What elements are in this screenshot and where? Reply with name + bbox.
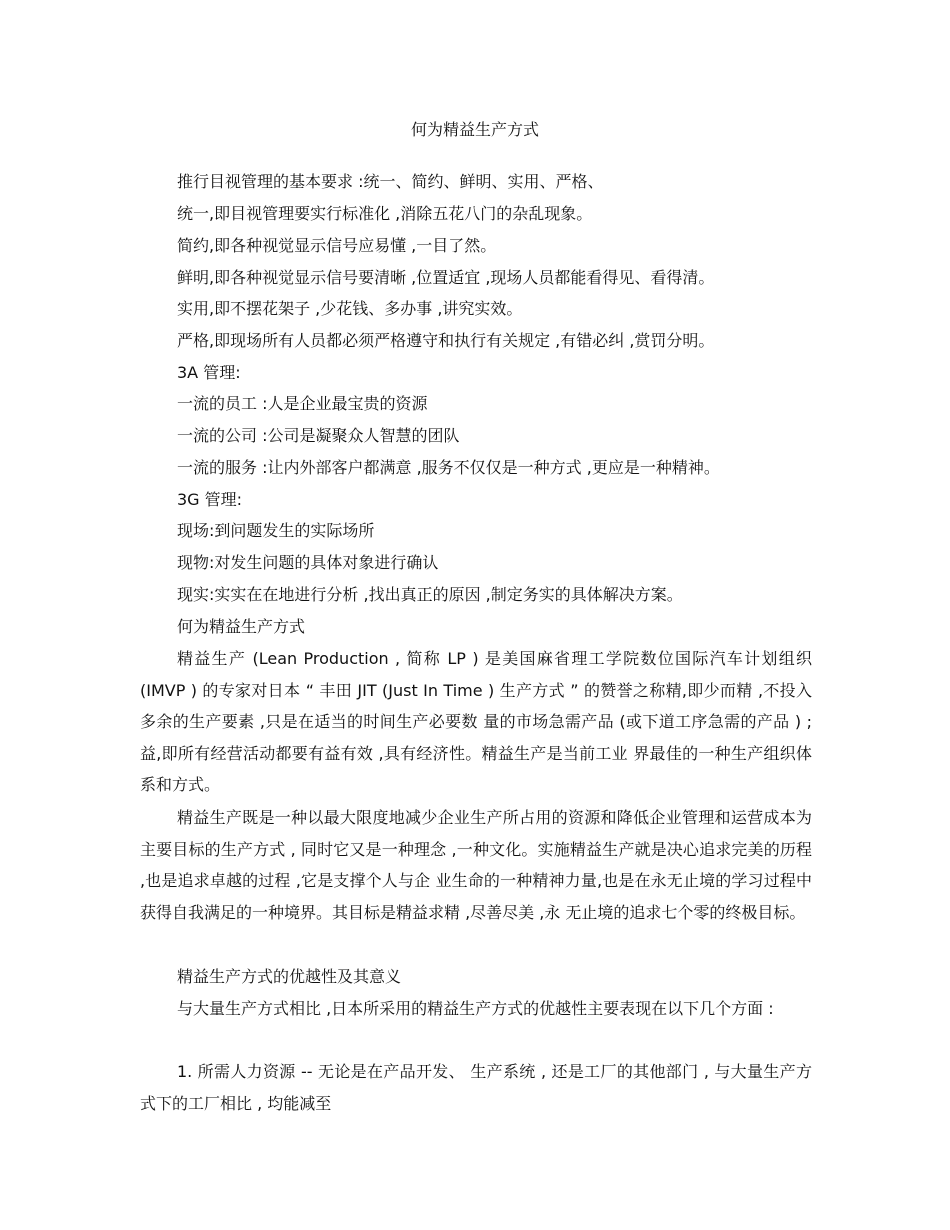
paragraph-advantages-intro: 与大量生产方式相比 ,日本所采用的精益生产方式的优越性主要表现在以下几个方面 : — [177, 999, 774, 1018]
text-line: 鲜明,即各种视觉显示信号要清晰 ,位置适宜 ,现场人员都能看得见、看得清。 — [177, 268, 715, 287]
text-line: 现场:到问题发生的实际场所 — [177, 521, 375, 540]
paragraph-heading-advantages: 精益生产方式的优越性及其意义 — [177, 967, 402, 986]
section-heading: 3A 管理: — [177, 363, 241, 382]
text-line: 一流的员工 :人是企业最宝贵的资源 — [177, 394, 428, 413]
text-line: 现物:对发生问题的具体对象进行确认 — [177, 553, 439, 572]
text-line: 实用,即不摆花架子 ,少花钱、多办事 ,讲究实效。 — [177, 299, 523, 318]
text-line: 统一,即目视管理要实行标准化 ,消除五花八门的杂乱现象。 — [177, 204, 593, 223]
text-line: 严格,即现场所有人员都必须严格遵守和执行有关规定 ,有错必纠 ,赏罚分明。 — [177, 331, 715, 350]
text-line: 一流的公司 :公司是凝聚众人智慧的团队 — [177, 426, 460, 445]
section-heading: 何为精益生产方式 — [177, 617, 306, 636]
text-line: 现实:实实在在地进行分析 ,找出真正的原因 ,制定务实的具体解决方案。 — [177, 585, 683, 604]
section-heading: 3G 管理: — [177, 490, 243, 509]
text-line: 推行目视管理的基本要求 :统一、简约、鲜明、实用、严格、 — [177, 172, 604, 191]
paragraph-lean-production-definition: 精益生产 (Lean Production , 简称 LP ) 是美国麻省理工学院数位国际汽车计划组织 (IMVP ) 的专家对日本 “ 丰田 JIT (Just In Time ) 生产方式 ” 的赞誉之称精,即少而精 ,不投入多余的生产要素 ,只是在适当的时间生产必要数 量的市场急需产品 (或下道工序急需的产品 ) ;益,即所有经营活动都要有益有效 ,具有经济性。精益生产是当前工业 界最佳的一种生产组织体系和方式。 — [140, 649, 812, 794]
text-line: 一流的服务 :让内外部客户都满意 ,服务不仅仅是一种方式 ,更应是一种精神。 — [177, 458, 720, 477]
text-line: 简约,即各种视觉显示信号应易懂 ,一目了然。 — [177, 236, 497, 255]
document-title: 何为精益生产方式 — [410, 120, 539, 139]
paragraph-lean-production-philosophy: 精益生产既是一种以最大限度地减少企业生产所占用的资源和降低企业管理和运营成本为主要目标的生产方式 , 同时它又是一种理念 ,一种文化。实施精益生产就是决心追求完美的历程 ,也是追求卓越的过程 ,它是支撑个人与企 业生命的一种精神力量,也是在永无止境的学习过程中获得自我满足的一种境界。其目标是精益求精 ,尽善尽美 ,永 无止境的追求七个零的终极目标。 — [140, 808, 812, 922]
paragraph-advantage-1: 1. 所需人力资源 -- 无论是在产品开发、 生产系统 , 还是工厂的其他部门 , 与大量生产方式下的工厂相比 , 均能减至 — [140, 1062, 812, 1113]
